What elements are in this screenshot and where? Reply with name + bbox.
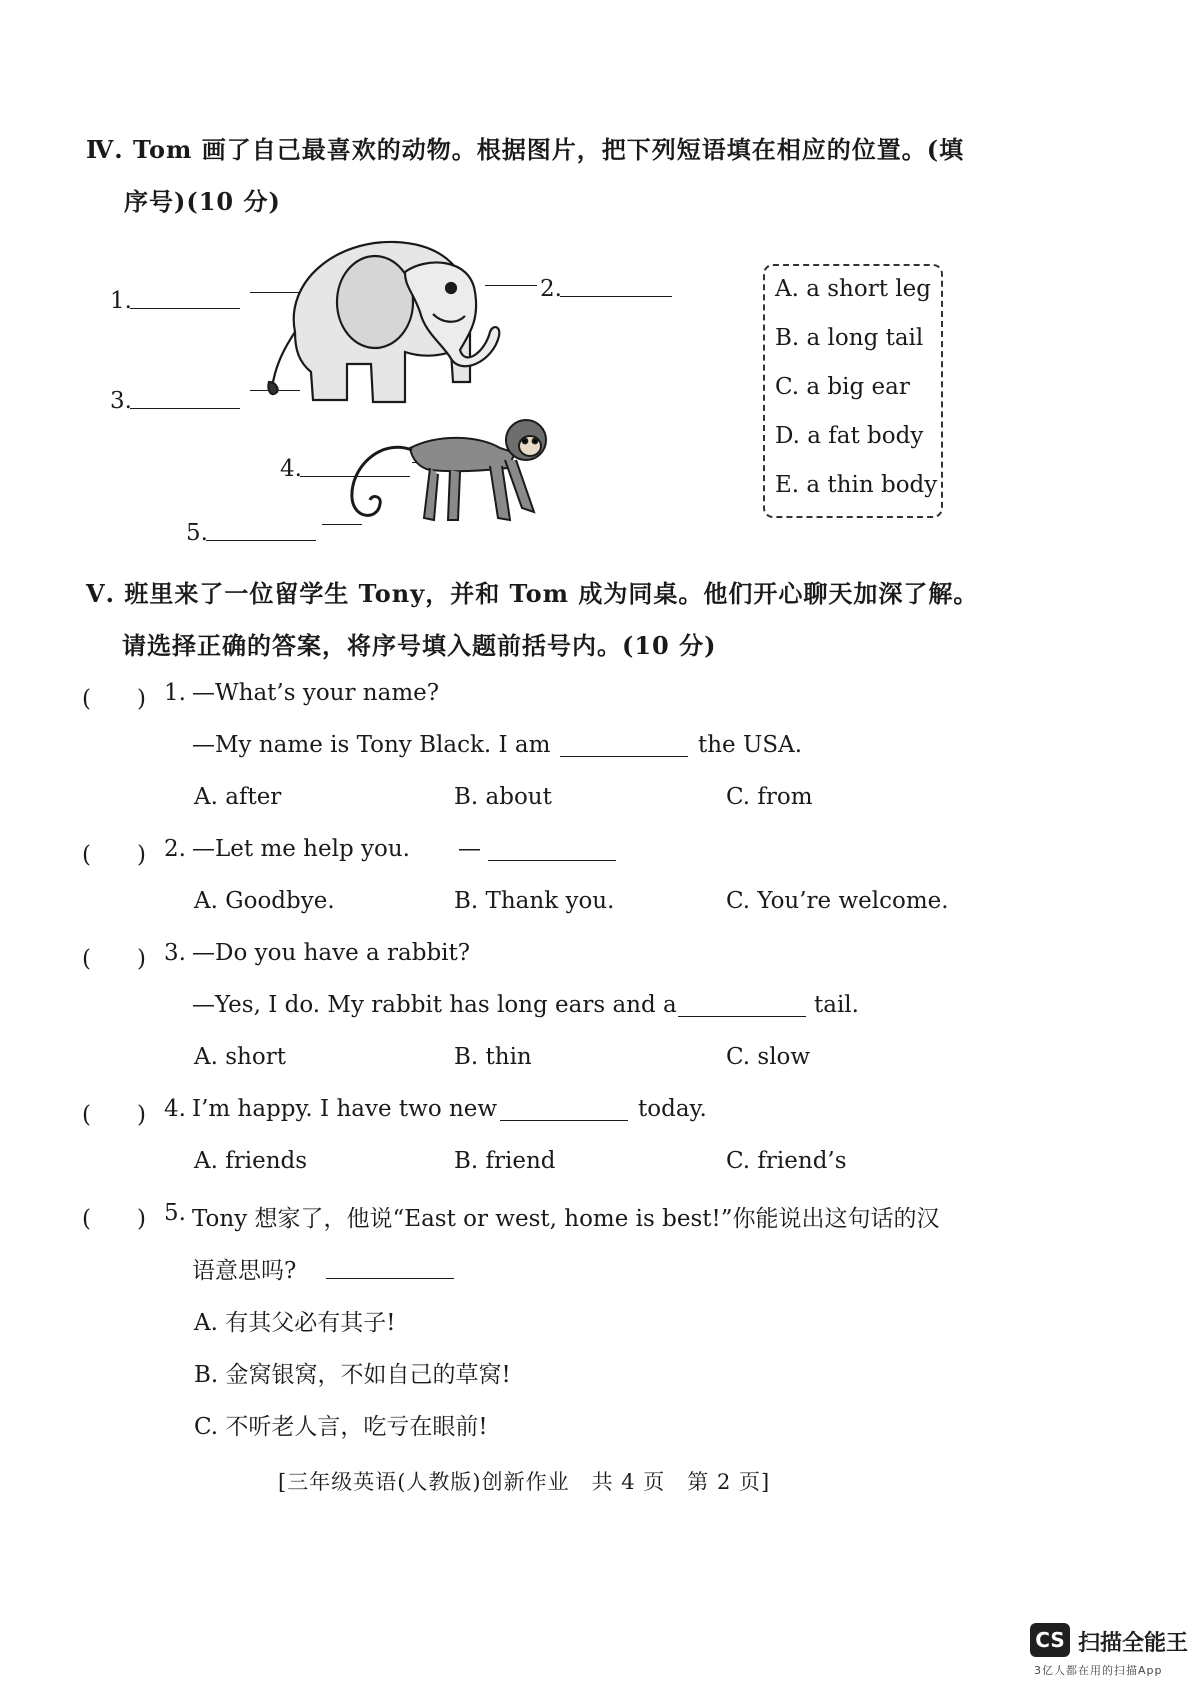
- answer-blank-1[interactable]: [130, 308, 240, 309]
- watermark-name: 扫描全能王: [1078, 1631, 1189, 1656]
- blank-label-3: 3.: [110, 388, 132, 414]
- q3-option-c: C. slow: [726, 1044, 811, 1070]
- q5-option-a: A. 有其父必有其子!: [194, 1310, 396, 1336]
- q5-blank[interactable]: [326, 1278, 454, 1279]
- phrase-option-a: A. a short leg: [775, 276, 931, 302]
- question-number-1: 1.: [164, 680, 186, 706]
- q2-dash: —: [458, 836, 481, 862]
- q1-option-b: B. about: [454, 784, 552, 810]
- question-number-4: 4.: [164, 1096, 186, 1122]
- section5-title-line1: Ⅴ. 班里来了一位留学生 Tony，并和 Tom 成为同桌。他们开心聊天加深了解。: [86, 579, 979, 608]
- q2-line1: —Let me help you.: [192, 836, 410, 862]
- answer-bracket-q4[interactable]: ( ): [82, 1102, 146, 1128]
- q1-option-c: C. from: [726, 784, 813, 810]
- answer-bracket-q1[interactable]: ( ): [82, 686, 146, 712]
- q5-line1: Tony 想家了，他说“East or west, home is best!”你能说出这句话的汉: [192, 1206, 940, 1232]
- q4-option-b: B. friend: [454, 1148, 556, 1174]
- page-footer: [三年级英语(人教版)创新作业 共 4 页 第 2 页]: [278, 1470, 771, 1494]
- q3-option-a: A. short: [194, 1044, 286, 1070]
- blank-label-5: 5.: [186, 520, 208, 546]
- question-number-5: 5.: [164, 1200, 186, 1226]
- q4-line1-before: I’m happy. I have two new: [192, 1096, 498, 1122]
- q1-line2-after: the USA.: [698, 732, 803, 758]
- monkey-illustration: [340, 408, 560, 538]
- answer-bracket-q3[interactable]: ( ): [82, 946, 146, 972]
- q3-blank[interactable]: [678, 1016, 806, 1017]
- answer-blank-5[interactable]: [206, 540, 316, 541]
- q1-option-a: A. after: [194, 784, 282, 810]
- phrase-options-box: [763, 264, 943, 518]
- answer-blank-3[interactable]: [130, 408, 240, 409]
- q5-line2: 语意思吗?: [192, 1258, 297, 1284]
- q2-blank[interactable]: [488, 860, 616, 861]
- phrase-option-b: B. a long tail: [775, 325, 924, 351]
- q4-option-c: C. friend’s: [726, 1148, 847, 1174]
- q3-line2-before: —Yes, I do. My rabbit has long ears and a: [192, 992, 677, 1018]
- q4-option-a: A. friends: [194, 1148, 308, 1174]
- q2-option-c: C. You’re welcome.: [726, 888, 949, 914]
- q3-line2-after: tail.: [814, 992, 859, 1018]
- q3-option-b: B. thin: [454, 1044, 532, 1070]
- elephant-illustration: [255, 232, 535, 422]
- watermark-subtitle: 3亿人都在用的扫描App: [1034, 1664, 1163, 1677]
- blank-label-4: 4.: [280, 456, 302, 482]
- q3-line1: —Do you have a rabbit?: [192, 940, 471, 966]
- phrase-option-d: D. a fat body: [775, 423, 924, 449]
- phrase-option-e: E. a thin body: [775, 472, 938, 498]
- camscanner-logo-icon: CS: [1030, 1623, 1070, 1657]
- q1-blank[interactable]: [560, 756, 688, 757]
- blank-label-2: 2.: [540, 276, 562, 302]
- q2-option-b: B. Thank you.: [454, 888, 615, 914]
- phrase-option-c: C. a big ear: [775, 374, 910, 400]
- q1-line2-before: —My name is Tony Black. I am: [192, 732, 551, 758]
- section5-title-line2: 请选择正确的答案，将序号填入题前括号内。(10 分): [122, 631, 717, 660]
- answer-bracket-q5[interactable]: ( ): [82, 1206, 146, 1232]
- question-number-2: 2.: [164, 836, 186, 862]
- q5-option-b: B. 金窝银窝，不如自己的草窝!: [194, 1362, 511, 1388]
- answer-blank-2[interactable]: [560, 296, 672, 297]
- q4-line1-after: today.: [638, 1096, 707, 1122]
- q5-option-c: C. 不听老人言，吃亏在眼前!: [194, 1414, 488, 1440]
- answer-bracket-q2[interactable]: ( ): [82, 842, 146, 868]
- section4-title-line1: Ⅳ. Tom 画了自己最喜欢的动物。根据图片，把下列短语填在相应的位置。(填: [86, 135, 965, 164]
- q1-line1: —What’s your name?: [192, 680, 440, 706]
- q2-option-a: A. Goodbye.: [194, 888, 335, 914]
- q4-blank[interactable]: [500, 1120, 628, 1121]
- section4-title-line2: 序号)(10 分): [124, 187, 281, 216]
- question-number-3: 3.: [164, 940, 186, 966]
- blank-label-1: 1.: [110, 288, 132, 314]
